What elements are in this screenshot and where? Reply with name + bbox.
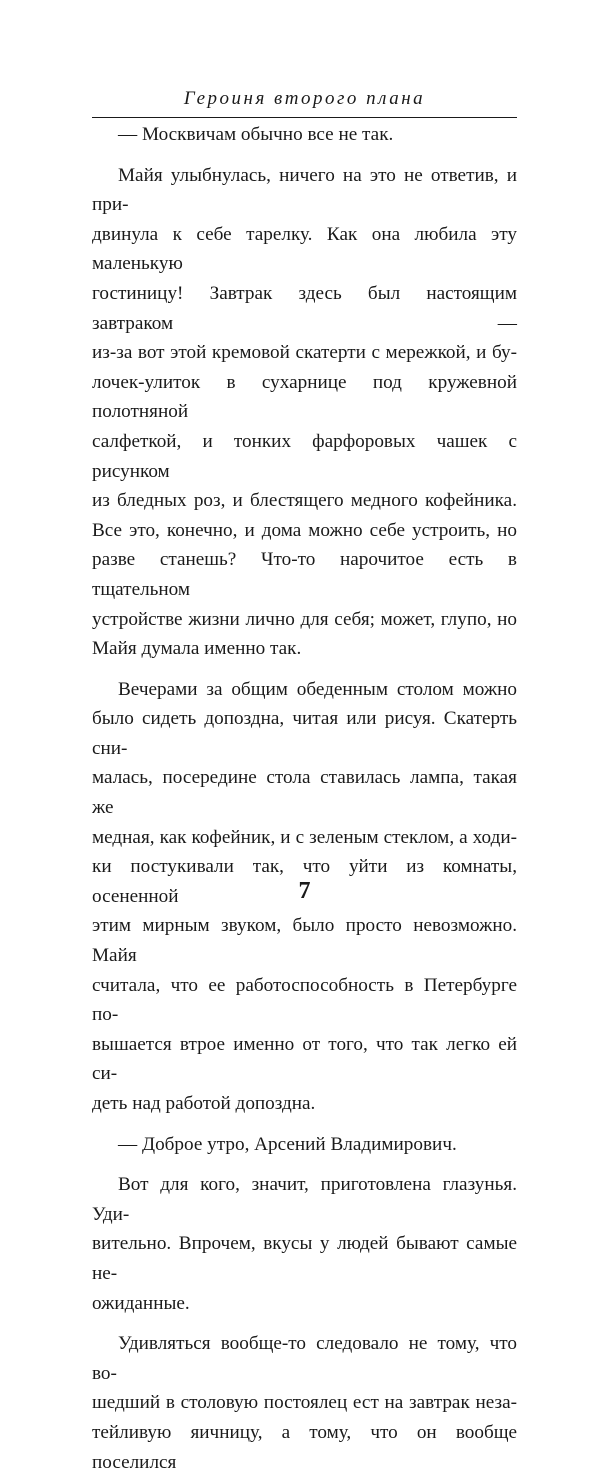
text-line: тейливую яичницу, а тому, что он вообще поселился xyxy=(92,1421,517,1473)
text-line: лочек-улиток в сухарнице под кружевной полотняной xyxy=(92,371,517,423)
page-number: 7 xyxy=(298,878,311,904)
text-line: салфеткой, и тонких фарфоровых чашек с рисунком xyxy=(92,430,517,482)
text-line: гостиницу! Завтрак здесь был настоящим завтраком — xyxy=(92,282,517,334)
text-line: деть над работой допоздна. xyxy=(92,1093,316,1114)
text-line: малась, посередине стола ставилась лампа, такая же xyxy=(92,767,517,819)
text-line: двинула к себе тарелку. Как она любила эту маленькую xyxy=(92,223,517,275)
text-line: Удивляться вообще-то следовало не тому, что во- xyxy=(92,1333,517,1384)
running-title: Героиня второго плана xyxy=(183,88,426,109)
paragraph xyxy=(92,161,517,664)
paragraph xyxy=(92,1130,517,1160)
text-line: медная, как кофейник, и с зеленым стеклом, а ходи- xyxy=(92,826,517,848)
text-line: разве станешь? Что-то нарочитое есть в тщательном xyxy=(92,549,517,600)
paragraph xyxy=(92,1170,517,1318)
text-line: — Доброе утро, Арсений Владимирович. xyxy=(118,1133,457,1155)
paragraph xyxy=(92,1329,517,1477)
text-line: Майя думала именно так. xyxy=(92,638,302,660)
text-line: было сидеть допоздна, читая или рисуя. Скатерть сни- xyxy=(92,708,517,759)
text-line: вышается втрое именно от того, что так легко ей си- xyxy=(92,1033,517,1085)
text-line: из бледных роз, и блестящего медного кофейника. xyxy=(92,490,517,512)
text-line: Вечерами за общим обеденным столом можно xyxy=(118,678,517,700)
text-line: считала, что ее работоспособность в Петербурге по- xyxy=(92,974,517,1026)
header-rule xyxy=(92,117,517,118)
text-line: Вот для кого, значит, приготовлена глазунья. Уди- xyxy=(92,1174,517,1225)
text-line: вительно. Впрочем, вкусы у людей бывают самые не- xyxy=(92,1233,517,1284)
text-line: устройстве жизни лично для себя; может, глупо, но xyxy=(92,608,517,630)
paragraph xyxy=(92,120,517,150)
body-text xyxy=(92,120,517,1477)
text-line: ки постукивали так, что уйти из комнаты, осененной xyxy=(92,856,517,907)
text-line: ожиданные. xyxy=(92,1292,190,1314)
text-line: из-за вот этой кремовой скатерти с мережкой, и бу- xyxy=(92,342,517,364)
text-line: шедший в столовую постоялец ест на завтрак неза- xyxy=(92,1392,517,1414)
text-line: этим мирным звуком, было просто невозможно. Майя xyxy=(92,915,517,967)
text-line: — Москвичам обычно все не так. xyxy=(118,124,394,145)
text-line: Майя улыбнулась, ничего на это не ответив, и при- xyxy=(92,164,517,216)
text-line: Все это, конечно, и дома можно себе устроить, но xyxy=(92,519,517,541)
